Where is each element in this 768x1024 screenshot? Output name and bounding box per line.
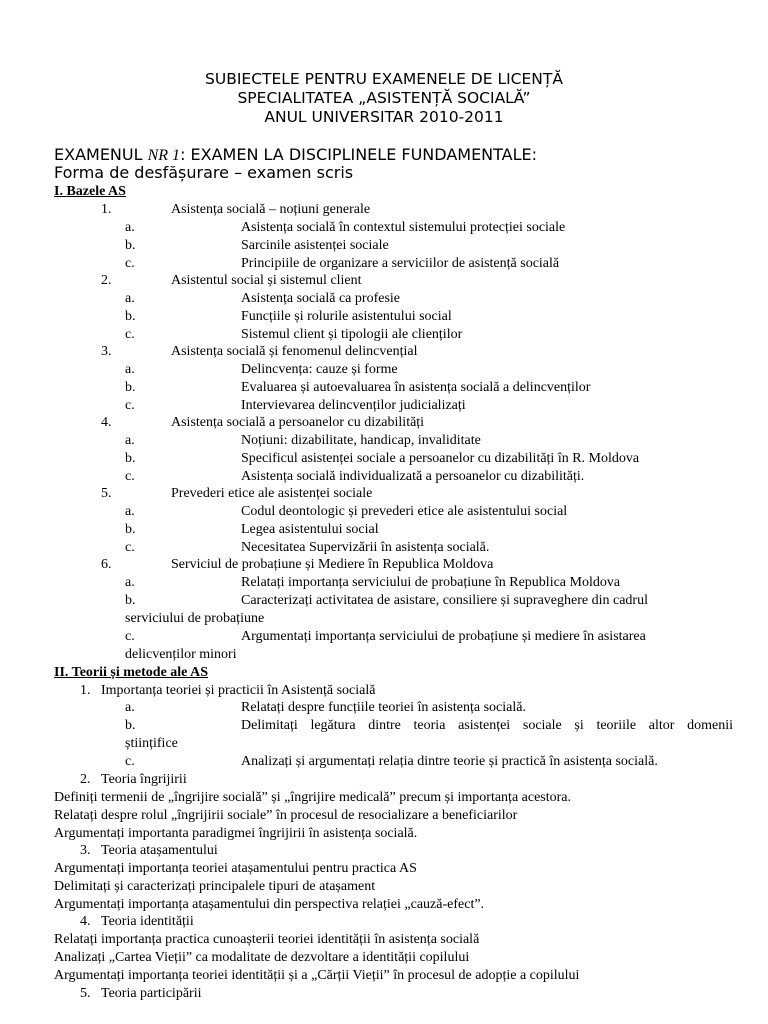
- item-number: 6.: [101, 557, 112, 572]
- document-title-line-2: SPECIALITATEA „ASISTENȚĂ SOCIALĂ”: [237, 89, 531, 107]
- section-title-1: I. Bazele AS: [54, 184, 126, 199]
- sub-text: Codul deontologic și prevederi etice ale asistentului social: [241, 504, 568, 519]
- exam-title: : EXAMEN LA DISCIPLINELE FUNDAMENTALE:: [180, 145, 538, 164]
- sub-text: Intervievarea delincvenților judicializați: [241, 398, 466, 413]
- sub-text: Funcțiile și rolurile asistentului social: [241, 309, 452, 324]
- item-number: 2.: [101, 273, 112, 288]
- sub-letter: a.: [125, 433, 135, 448]
- document-title-line-1: SUBIECTELE PENTRU EXAMENELE DE LICENȚĂ: [205, 70, 563, 88]
- question-line: Analizați „Cartea Vieții” ca modalitate de dezvoltare a identității copilului: [54, 950, 470, 965]
- sub-letter: c.: [125, 629, 135, 644]
- item-title: Serviciul de probațiune și Mediere în Republica Moldova: [171, 557, 494, 572]
- item-title: Prevederi etice ale asistenței sociale: [171, 486, 373, 501]
- item-number: 1.: [80, 683, 91, 698]
- question-line: Delimitați și caracterizați principalele tipuri de atașament: [54, 879, 376, 894]
- sub-letter: a.: [125, 220, 135, 235]
- sub-letter: c.: [125, 469, 135, 484]
- sub-text: Relatați despre funcțiile teoriei în asistența socială.: [241, 700, 526, 715]
- sub-text: Argumentați importanța serviciului de probațiune și mediere în asistarea: [241, 629, 646, 644]
- sub-letter: c.: [125, 327, 135, 342]
- sub-letter: b.: [125, 593, 136, 608]
- sub-text-continuation: științifice: [125, 736, 178, 751]
- sub-letter: a.: [125, 291, 135, 306]
- item-title: Teoria îngrijirii: [101, 772, 187, 787]
- sub-text: Relatați importanța serviciului de probațiune în Republica Moldova: [241, 575, 621, 590]
- sub-text-continuation: delicvenților minori: [125, 647, 237, 662]
- item-number: 4.: [80, 914, 91, 929]
- question-line: Relatați despre rolul „îngrijirii sociale” în procesul de resocializare a beneficiarilor: [54, 808, 518, 823]
- item-number: 5.: [80, 986, 91, 1001]
- sub-text: Legea asistentului social: [241, 522, 379, 537]
- sub-letter: b.: [125, 718, 136, 733]
- item-title: Teoria identității: [101, 914, 194, 929]
- exam-heading: [54, 146, 537, 164]
- sub-text: Noțiuni: dizabilitate, handicap, invaliditate: [241, 433, 481, 448]
- sub-letter: b.: [125, 451, 136, 466]
- question-line: Argumentați importanța teoriei atașamentului pentru practica AS: [54, 861, 417, 876]
- sub-text: Necesitatea Supervizării în asistența socială.: [241, 540, 490, 555]
- item-number: 3.: [101, 344, 112, 359]
- document-title-line-3: ANUL UNIVERSITAR 2010-2011: [264, 108, 504, 126]
- item-number: 5.: [101, 486, 112, 501]
- sub-letter: b.: [125, 309, 136, 324]
- sub-letter: c.: [125, 540, 135, 555]
- sub-letter: a.: [125, 700, 135, 715]
- exam-form: Forma de desfășurare – examen scris: [54, 163, 354, 182]
- sub-text: Asistența socială individualizată a persoanelor cu dizabilități.: [241, 469, 585, 484]
- item-title: Importanța teoriei și practicii în Asistență socială: [101, 683, 376, 698]
- sub-letter: c.: [125, 398, 135, 413]
- exam-prefix: EXAMENUL: [54, 145, 148, 164]
- sub-letter: a.: [125, 362, 135, 377]
- sub-text: Asistența socială în contextul sistemului protecției sociale: [241, 220, 566, 235]
- item-title: Asistența socială – noțiuni generale: [171, 202, 371, 217]
- question-line: Argumentați importanta paradigmei îngrijirii în asistența socială.: [54, 826, 418, 841]
- sub-letter: a.: [125, 575, 135, 590]
- sub-text: Analizați și argumentați relația dintre teorie și practică în asistența socială.: [241, 754, 658, 769]
- item-number: 3.: [80, 843, 91, 858]
- sub-text: Asistența socială ca profesie: [241, 291, 400, 306]
- item-title: Asistența socială a persoanelor cu dizabilități: [171, 415, 425, 430]
- question-line: Relatați importanța practica cunoașterii teoriei identității în asistența socială: [54, 932, 480, 947]
- sub-letter: b.: [125, 238, 136, 253]
- sub-letter: b.: [125, 522, 136, 537]
- question-line: Definiți termenii de „îngrijire socială” și „îngrijire medicală” precum și importanța acestora.: [54, 790, 572, 805]
- sub-text: Delincvența: cauze și forme: [241, 362, 398, 377]
- section-title-2: II. Teorii și metode ale AS: [54, 665, 209, 680]
- sub-text: Principiile de organizare a serviciilor de asistență socială: [241, 256, 560, 271]
- sub-letter: c.: [125, 256, 135, 271]
- item-number: 1.: [101, 202, 112, 217]
- item-title: Teoria atașamentului: [101, 843, 218, 858]
- question-line: Argumentați importanța teoriei identității și a „Cărții Vieții” în procesul de adopție a copilului: [54, 968, 580, 983]
- sub-text: Sistemul client și tipologii ale clienților: [241, 327, 463, 342]
- sub-text: Delimitați legătura dintre teoria asistenței sociale și teoriile altor domenii: [241, 718, 733, 733]
- sub-letter: c.: [125, 754, 135, 769]
- sub-text: Specificul asistenței sociale a persoanelor cu dizabilități în R. Moldova: [241, 451, 640, 466]
- sub-text: Sarcinile asistenței sociale: [241, 238, 389, 253]
- item-title: Asistența socială și fenomenul delincvențial: [171, 344, 418, 359]
- item-number: 4.: [101, 415, 112, 430]
- sub-text-continuation: serviciului de probațiune: [125, 611, 265, 626]
- sub-text: Evaluarea și autoevaluarea în asistența socială a delincvenților: [241, 380, 591, 395]
- sub-letter: a.: [125, 504, 135, 519]
- item-title: Asistentul social și sistemul client: [171, 273, 362, 288]
- item-title: Teoria participării: [101, 986, 202, 1001]
- question-line: Argumentați importanța atașamentului din perspectiva relației „cauză-efect”.: [54, 897, 485, 912]
- exam-number: NR 1: [147, 147, 181, 164]
- sub-text: Caracterizați activitatea de asistare, consiliere și supraveghere din cadrul: [241, 593, 648, 608]
- sub-letter: b.: [125, 380, 136, 395]
- item-number: 2.: [80, 772, 91, 787]
